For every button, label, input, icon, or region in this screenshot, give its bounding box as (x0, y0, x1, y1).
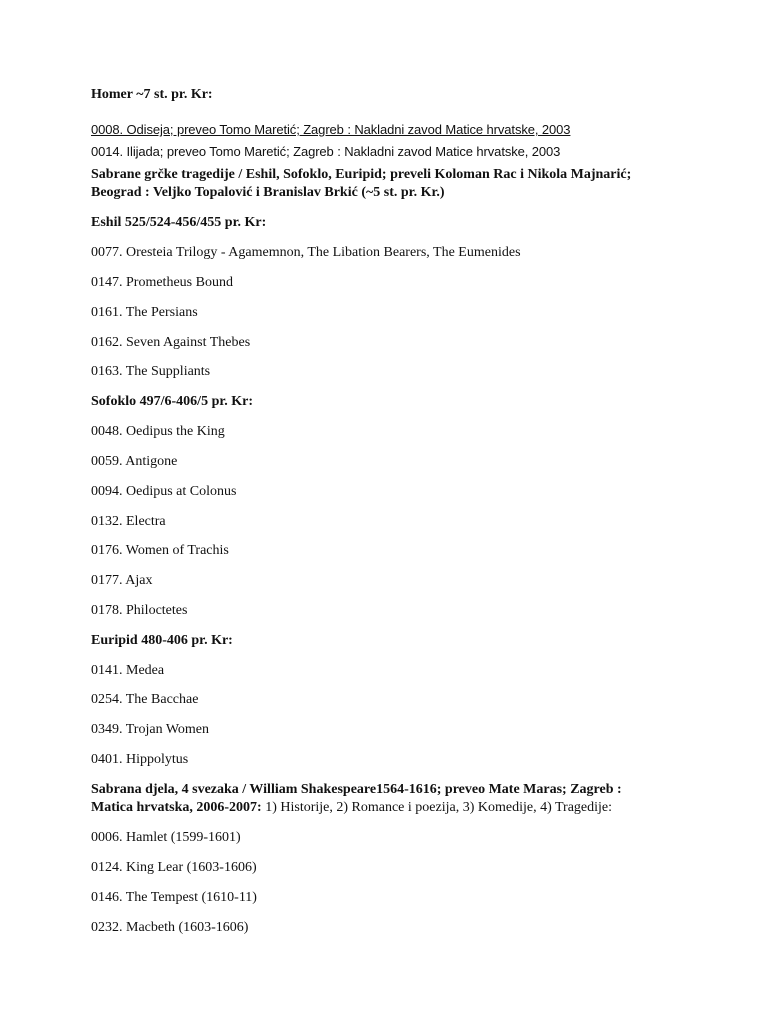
list-item: 0349. Trojan Women (91, 722, 210, 737)
list-item: 0146. The Tempest (1610-11) (91, 890, 257, 905)
list-item: 0232. Macbeth (1603-1606) (91, 920, 249, 935)
list-item: 0094. Oedipus at Colonus (91, 484, 237, 499)
list-item: 0254. The Bacchae (91, 692, 199, 707)
list-item: 0162. Seven Against Thebes (91, 335, 251, 350)
list-item: 0006. Hamlet (1599-1601) (91, 830, 241, 845)
section-heading-shakespeare-line2 (91, 799, 612, 817)
section-heading-sofoklo: Sofoklo 497/6-406/5 pr. Kr: (91, 394, 254, 409)
list-item: 0048. Oedipus the King (91, 424, 225, 439)
list-item: 0401. Hippolytus (91, 752, 189, 767)
list-item: 0176. Women of Trachis (91, 543, 229, 558)
list-item: 0124. King Lear (1603-1606) (91, 860, 257, 875)
shakespeare-volumes: 1) Historije, 2) Romance i poezija, 3) Komedije, 4) Tragedije: (261, 800, 613, 815)
section-heading-homer: Homer ~7 st. pr. Kr: (91, 87, 213, 102)
list-item: 0177. Ajax (91, 573, 153, 588)
list-item: 0077. Oresteia Trilogy - Agamemnon, The Libation Bearers, The Eumenides (91, 245, 521, 260)
list-item: 0132. Electra (91, 514, 166, 529)
list-item: 0147. Prometheus Bound (91, 275, 233, 290)
list-item: 0141. Medea (91, 663, 165, 678)
section-heading-greek-tragedies-line2: Beograd : Veljko Topalović i Branislav Brkić (~5 st. pr. Kr.) (91, 185, 445, 200)
list-item: 0059. Antigone (91, 454, 178, 469)
section-heading-euripid: Euripid 480-406 pr. Kr: (91, 633, 233, 648)
section-heading-shakespeare-line1: Sabrana djela, 4 svezaka / William Shakespeare1564-1616; preveo Mate Maras; Zagreb : (91, 782, 622, 797)
section-heading-greek-tragedies-line1: Sabrane grčke tragedije / Eshil, Sofoklo, Euripid; preveli Koloman Rac i Nikola Majnarić; (91, 167, 632, 182)
list-item: 0161. The Persians (91, 305, 198, 320)
list-item: 0008. Odiseja; preveo Tomo Maretić; Zagreb : Nakladni zavod Matice hrvatske, 2003 (91, 122, 571, 137)
list-item: 0178. Philoctetes (91, 603, 188, 618)
list-item: 0163. The Suppliants (91, 364, 211, 379)
shakespeare-publisher: Matica hrvatska, 2006-2007: (91, 800, 262, 815)
list-item: 0014. Ilijada; preveo Tomo Maretić; Zagreb : Nakladni zavod Matice hrvatske, 2003 (91, 144, 561, 159)
section-heading-eshil: Eshil 525/524-456/455 pr. Kr: (91, 215, 267, 230)
